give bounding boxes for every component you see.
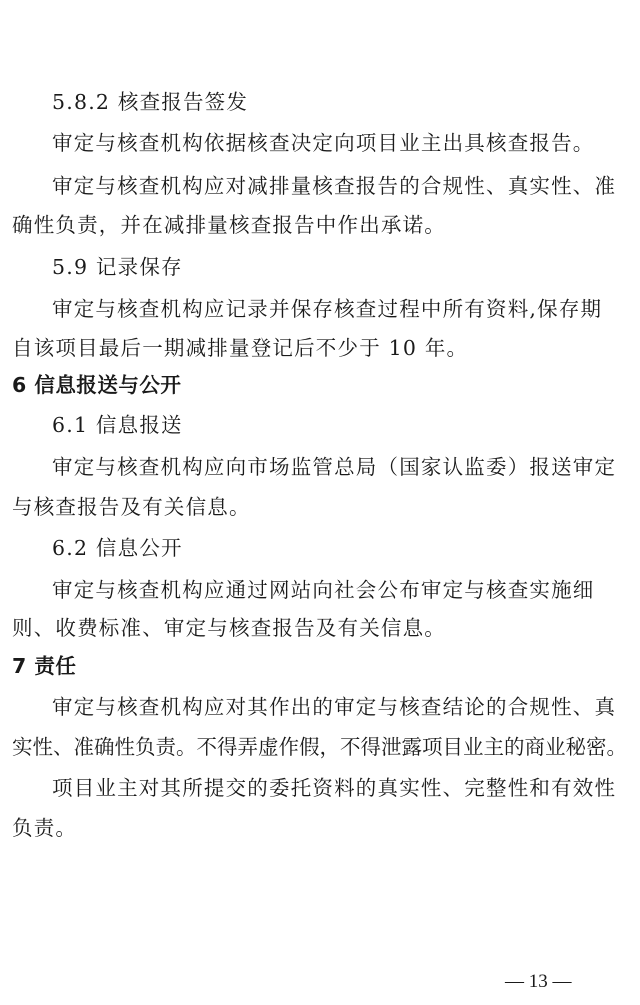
paragraph-line: 则、收费标准、审定与核查报告及有关信息。 (12, 616, 446, 640)
paragraph-line: 审定与核查机构依据核查决定向项目业主出具核查报告。 (52, 131, 595, 155)
page-number: — 13 — (505, 971, 572, 992)
paragraph-line: 审定与核查机构应对减排量核查报告的合规性、真实性、准 (52, 174, 617, 198)
paragraph-line: 审定与核查机构应记录并保存核查过程中所有资料,保存期 (52, 297, 603, 321)
subsection-6-2-title: 6.2 信息公开 (52, 536, 183, 560)
paragraph-line: 审定与核查机构应向市场监管总局（国家认监委）报送审定 (52, 455, 617, 479)
subsection-5-9-title: 5.9 记录保存 (52, 255, 183, 279)
paragraph-line: 实性、准确性负责。不得弄虚作假，不得泄露项目业主的商业秘密。 (12, 735, 627, 759)
subsection-5-8-2-title: 5.8.2 核查报告签发 (52, 90, 249, 114)
subsection-6-1-title: 6.1 信息报送 (52, 413, 183, 437)
paragraph-line: 负责。 (12, 816, 78, 840)
section-6-heading: 6 信息报送与公开 (12, 373, 182, 397)
paragraph-line: 项目业主对其所提交的委托资料的真实性、完整性和有效性 (52, 776, 617, 800)
paragraph-line: 审定与核查机构应对其作出的审定与核查结论的合规性、真 (52, 695, 617, 719)
paragraph-line: 审定与核查机构应通过网站向社会公布审定与核查实施细 (52, 578, 595, 602)
paragraph-line: 确性负责，并在减排量核查报告中作出承诺。 (12, 213, 446, 237)
paragraph-line: 与核查报告及有关信息。 (12, 495, 251, 519)
paragraph-line: 自该项目最后一期减排量登记后不少于 10 年。 (12, 336, 469, 360)
section-7-heading: 7 责任 (12, 654, 77, 678)
